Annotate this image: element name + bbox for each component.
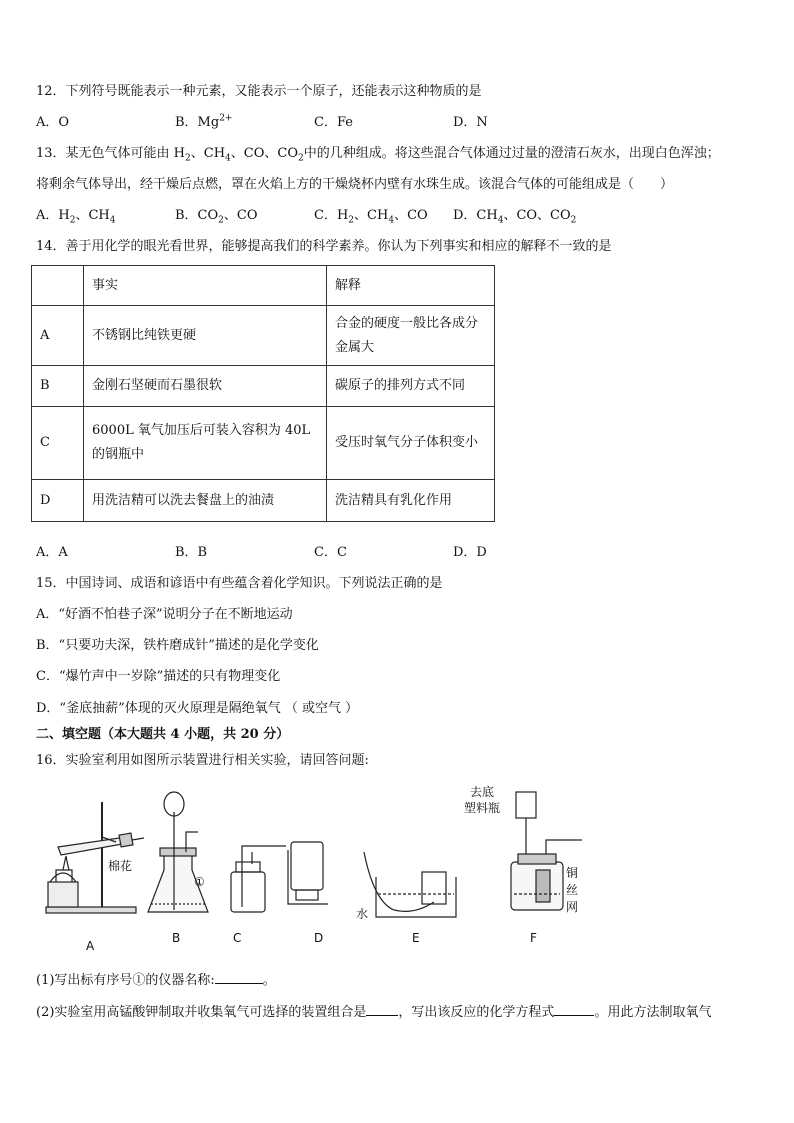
label-e: E [412, 931, 420, 945]
table-header-fact: 事实 [84, 266, 327, 306]
q15-option-d: D．“釜底抽薪”体现的灭火原理是隔绝氧气 （ 或空气 ） [36, 701, 359, 716]
q14-table [31, 265, 495, 522]
label-f: F [530, 931, 537, 945]
answer-blank[interactable] [215, 971, 263, 984]
label-b: B [172, 931, 181, 945]
table-row: D 用洗洁精可以洗去餐盘上的油渍 洗洁精具有乳化作用 [32, 480, 495, 522]
label-num1: ① [194, 875, 205, 889]
label-cu-2: 丝 [566, 883, 579, 897]
apparatus-e [364, 852, 456, 917]
q12-stem: 12．下列符号既能表示一种元素，又能表示一个原子，还能表示这种物质的是 [36, 84, 482, 99]
q13-option-d: D．$CH_4$、CO、$CO_2$ [453, 208, 577, 226]
table-row: C 6000L 氧气加压后可装入容积为 40L 的钢瓶中 受压时氧气分子体积变小 [32, 407, 495, 480]
label-cotton: 棉花 [108, 859, 133, 873]
label-cu-1: 铜 [566, 866, 579, 880]
label-bottle-1: 去底 [470, 785, 495, 799]
apparatus-d [288, 842, 328, 904]
q13-option-b: B．$CO_2$、CO [175, 208, 258, 226]
q13-option-a: A．$H_2$、$CH_4$ [36, 208, 116, 226]
q12-option-b: B．$Mg^{2+}$ [175, 113, 233, 130]
q14-option-a: A．A [36, 545, 68, 560]
q15-option-a: A．“好酒不怕巷子深”说明分子在不断地运动 [36, 607, 293, 622]
q15-option-b: B．“只要功夫深，铁杵磨成针”描述的是化学变化 [36, 638, 319, 653]
q15-stem: 15．中国诗词、成语和谚语中有些蕴含着化学知识。下列说法正确的是 [36, 576, 443, 591]
apparatus-c [231, 846, 286, 912]
label-bottle-2: 塑料瓶 [464, 801, 501, 815]
q14-stem: 14．善于用化学的眼光看世界，能够提高我们的科学素养。你认为下列事实和相应的解释不一致的是 [36, 239, 612, 254]
table-row: B 金刚石坚硬而石墨很软 碳原子的排列方式不同 [32, 366, 495, 407]
label-water: 水 [356, 907, 369, 921]
q16-stem: 16．实验室利用如图所示装置进行相关实验，请回答问题: [36, 753, 369, 768]
label-d: D [314, 931, 324, 945]
table-header-explain: 解释 [327, 266, 495, 306]
q12-option-d: D．N [453, 115, 488, 130]
q14-option-d: D．D [453, 545, 487, 560]
section-heading: 二、填空题（本大题共 4 小题，共 20 分） [36, 727, 290, 742]
apparatus-a [46, 802, 144, 913]
q14-option-b: B．B [175, 545, 208, 560]
q12-option-a: A．O [36, 115, 70, 130]
q13-stem-line1: 13．某无色气体可能由 $H_2$、$CH_4$、CO、$CO_2$中的几种组成。将这些混合气体通过过量的澄清石灰水，出现白色浑浊； [36, 146, 720, 164]
table-row: A 不锈钢比纯铁更硬 合金的硬度一般比各成分 金属大 [32, 306, 495, 366]
q15-option-c: C．“爆竹声中一岁除”描述的只有物理变化 [36, 669, 281, 684]
q13-stem-line2: 将剩余气体导出，经干燥后点燃，罩在火焰上方的干燥烧杯内壁有水珠生成。该混合气体的可能组成是（ ） [36, 177, 674, 192]
label-a: A [86, 939, 95, 953]
q16-part2: (2)实验室用高锰酸钾制取并收集氧气可选择的装置组合是 ，写出该反应的化学方程式 。用此方法制取氧气 [36, 1005, 712, 1020]
q14-option-c: C．C [314, 545, 347, 560]
label-cu-3: 网 [566, 900, 579, 914]
q16-part1: (1)写出标有序号①的仪器名称: 。 [36, 973, 276, 988]
apparatus-figure [36, 782, 756, 957]
q13-option-c: C．$H_2$、$CH_4$、CO [314, 208, 428, 226]
answer-blank[interactable] [554, 1003, 594, 1016]
q12-option-c: C．Fe [314, 115, 353, 130]
label-c: C [233, 931, 242, 945]
answer-blank[interactable] [366, 1003, 398, 1016]
apparatus-b [148, 792, 208, 912]
